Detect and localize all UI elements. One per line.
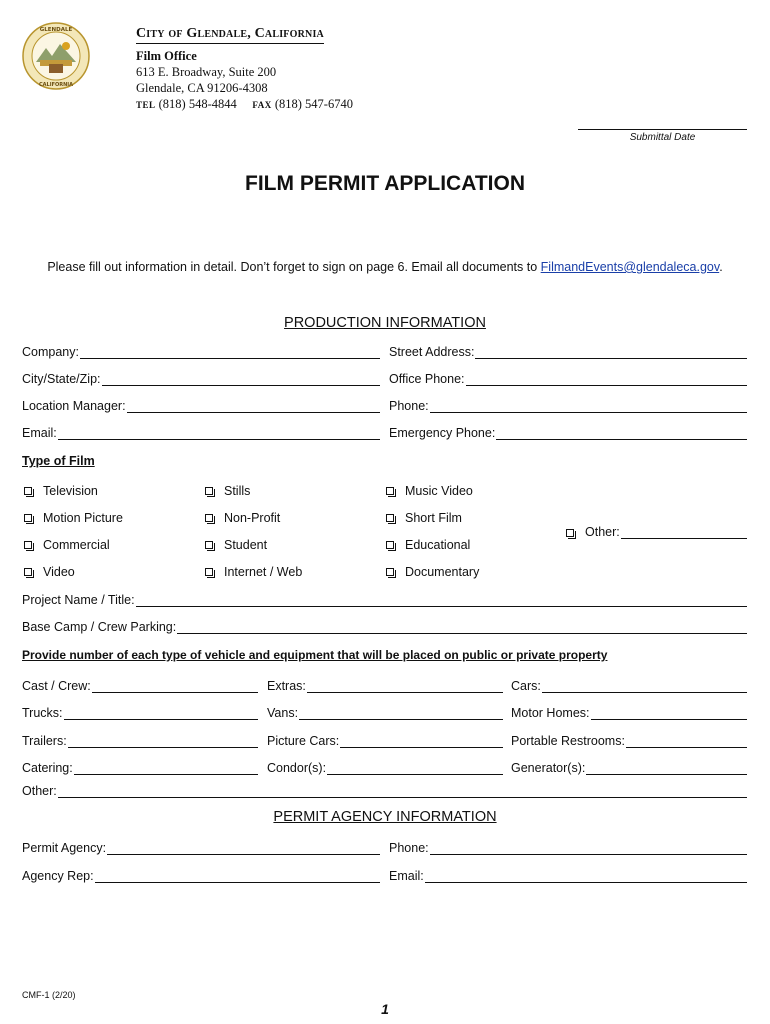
phone-input[interactable] xyxy=(430,401,747,413)
street-address-field[interactable] xyxy=(389,345,747,359)
checkbox-label: Stills xyxy=(224,484,251,498)
checkbox-short-film[interactable] xyxy=(386,511,462,525)
office-name: Film Office xyxy=(136,49,197,63)
checkbox-icon[interactable] xyxy=(205,487,213,495)
vehicle-label: Cars: xyxy=(511,679,541,693)
vehicles-other-field[interactable] xyxy=(22,784,747,798)
permit-agency-input[interactable] xyxy=(107,843,380,855)
emergency-phone-field[interactable] xyxy=(389,426,747,440)
type-of-film-heading: Type of Film xyxy=(22,454,95,468)
instructions-text: Please fill out information in detail. Don’t forget to sign on page 6. Email all documents to xyxy=(47,260,541,274)
checkbox-icon[interactable] xyxy=(386,568,394,576)
checkbox-other[interactable] xyxy=(566,525,747,539)
submittal-date-field[interactable] xyxy=(578,129,747,130)
checkbox-label: Educational xyxy=(405,538,471,552)
emergency-phone-label: Emergency Phone: xyxy=(389,426,496,440)
location-manager-field[interactable] xyxy=(22,399,380,413)
city-title: City of Glendale, California xyxy=(136,26,324,44)
tel-label: TEL xyxy=(136,100,156,110)
vehicle-input[interactable] xyxy=(591,708,748,720)
email-link[interactable]: FilmandEvents@glendaleca.gov xyxy=(540,260,720,274)
vehicle-input[interactable] xyxy=(340,736,503,748)
vehicle-label: Generator(s): xyxy=(511,761,586,775)
vehicle-input[interactable] xyxy=(307,681,503,693)
agency-rep-field[interactable] xyxy=(22,869,380,883)
vehicle-input[interactable] xyxy=(74,763,258,775)
checkbox-icon[interactable] xyxy=(205,568,213,576)
company-field[interactable] xyxy=(22,345,380,359)
street-input[interactable] xyxy=(475,347,747,359)
agency-email-input[interactable] xyxy=(425,871,747,883)
cast-crew-field[interactable] xyxy=(22,679,258,693)
checkbox-label: Music Video xyxy=(405,484,473,498)
agency-rep-input[interactable] xyxy=(95,871,380,883)
checkbox-educational[interactable] xyxy=(386,538,470,552)
vehicle-input[interactable] xyxy=(68,736,258,748)
vehicle-input[interactable] xyxy=(92,681,258,693)
permit-agency-field[interactable] xyxy=(22,841,380,855)
project-name-field[interactable] xyxy=(22,593,747,607)
emergency-phone-input[interactable] xyxy=(496,428,747,440)
vehicles-heading: Provide number of each type of vehicle and equipment that will be placed on public or private property xyxy=(22,648,608,662)
office-contact-line xyxy=(136,97,353,112)
portable-restrooms-field[interactable] xyxy=(511,734,747,748)
city-state-zip-field[interactable] xyxy=(22,372,380,386)
email-label: Email: xyxy=(22,426,57,440)
city-label: City/State/Zip: xyxy=(22,372,101,386)
checkbox-video[interactable] xyxy=(24,565,75,579)
agency-rep-label: Agency Rep: xyxy=(22,869,94,883)
vans-field[interactable] xyxy=(267,706,503,720)
page-number: 1 xyxy=(381,1001,389,1017)
vehicle-label: Trucks: xyxy=(22,706,63,720)
production-heading: PRODUCTION INFORMATION xyxy=(284,315,486,331)
email-field[interactable] xyxy=(22,426,380,440)
checkbox-student[interactable] xyxy=(205,538,267,552)
fax-label: FAX xyxy=(252,100,272,110)
checkbox-icon[interactable] xyxy=(205,541,213,549)
motor-homes-field[interactable] xyxy=(511,706,747,720)
agency-heading: PERMIT AGENCY INFORMATION xyxy=(273,809,497,825)
vehicle-input[interactable] xyxy=(64,708,258,720)
checkbox-commercial[interactable] xyxy=(24,538,110,552)
submittal-date-label: Submittal Date xyxy=(629,132,696,143)
company-label: Company: xyxy=(22,345,79,359)
vehicles-other-input[interactable] xyxy=(58,786,747,798)
project-name-input[interactable] xyxy=(136,595,747,607)
vehicles-other-label: Other: xyxy=(22,784,57,798)
vehicle-label: Trailers: xyxy=(22,734,67,748)
picture-cars-field[interactable] xyxy=(267,734,503,748)
checkbox-label: Commercial xyxy=(43,538,110,552)
extras-field[interactable] xyxy=(267,679,503,693)
checkbox-label: Student xyxy=(224,538,268,552)
checkbox-label: Internet / Web xyxy=(224,565,303,579)
office-phone-field[interactable] xyxy=(389,372,747,386)
checkbox-motion-picture[interactable] xyxy=(24,511,123,525)
condors-field[interactable] xyxy=(267,761,503,775)
other-film-input[interactable] xyxy=(621,527,747,539)
checkbox-non-profit[interactable] xyxy=(205,511,280,525)
form-code: CMF-1 (2/20) xyxy=(22,990,76,1000)
generators-field[interactable] xyxy=(511,761,747,775)
vehicle-input[interactable] xyxy=(542,681,747,693)
permit-agency-label: Permit Agency: xyxy=(22,841,107,855)
phone-label: Phone: xyxy=(389,399,429,413)
checkbox-label: Television xyxy=(43,484,98,498)
checkbox-internet-web[interactable] xyxy=(205,565,302,579)
checkbox-icon[interactable] xyxy=(386,541,394,549)
base-camp-label: Base Camp / Crew Parking: xyxy=(22,620,177,634)
street-label: Street Address: xyxy=(389,345,475,359)
office-phone-label: Office Phone: xyxy=(389,372,465,386)
vehicle-input[interactable] xyxy=(299,708,503,720)
office-address-line1: 613 E. Broadway, Suite 200 xyxy=(136,65,277,79)
other-film-label: Other: xyxy=(585,525,620,539)
instructions-end: . xyxy=(719,260,723,274)
cars-field[interactable] xyxy=(511,679,747,693)
office-address-line2: Glendale, CA 91206-4308 xyxy=(136,81,268,95)
agency-phone-label: Phone: xyxy=(389,841,429,855)
trucks-field[interactable] xyxy=(22,706,258,720)
tel-value: (818) 548-4844 xyxy=(158,97,237,111)
instructions xyxy=(0,260,770,274)
checkbox-label: Non-Profit xyxy=(224,511,281,525)
city-input[interactable] xyxy=(102,374,381,386)
checkbox-label: Short Film xyxy=(405,511,462,525)
vehicle-label: Catering: xyxy=(22,761,73,775)
city-seal-logo xyxy=(22,22,90,90)
project-name-label: Project Name / Title: xyxy=(22,593,135,607)
location-manager-label: Location Manager: xyxy=(22,399,126,413)
location-manager-input[interactable] xyxy=(127,401,380,413)
company-input[interactable] xyxy=(80,347,380,359)
agency-phone-input[interactable] xyxy=(430,843,747,855)
checkbox-music-video[interactable] xyxy=(386,484,473,498)
svg-text:CALIFORNIA: CALIFORNIA xyxy=(38,82,74,88)
vehicle-label: Condor(s): xyxy=(267,761,327,775)
checkbox-television[interactable] xyxy=(24,484,98,498)
base-camp-input[interactable] xyxy=(177,622,747,634)
checkbox-icon[interactable] xyxy=(386,514,394,522)
vehicle-label: Cast / Crew: xyxy=(22,679,91,693)
vehicle-input[interactable] xyxy=(327,763,503,775)
checkbox-stills[interactable] xyxy=(205,484,250,498)
checkbox-icon[interactable] xyxy=(24,487,32,495)
trailers-field[interactable] xyxy=(22,734,258,748)
vehicle-input[interactable] xyxy=(626,736,747,748)
phone-field[interactable] xyxy=(389,399,747,413)
svg-text:GLENDALE: GLENDALE xyxy=(39,27,73,33)
checkbox-icon[interactable] xyxy=(24,514,32,522)
agency-email-field[interactable] xyxy=(389,869,747,883)
checkbox-label: Documentary xyxy=(405,565,480,579)
email-input[interactable] xyxy=(58,428,380,440)
checkbox-icon[interactable] xyxy=(24,568,32,576)
checkbox-documentary[interactable] xyxy=(386,565,479,579)
vehicle-label: Motor Homes: xyxy=(511,706,590,720)
agency-email-label: Email: xyxy=(389,869,424,883)
vehicle-input[interactable] xyxy=(586,763,747,775)
checkbox-label: Video xyxy=(43,565,75,579)
vehicle-label: Picture Cars: xyxy=(267,734,340,748)
fax-value: (818) 547-6740 xyxy=(274,97,353,111)
base-camp-field[interactable] xyxy=(22,620,747,634)
catering-field[interactable] xyxy=(22,761,258,775)
agency-phone-field[interactable] xyxy=(389,841,747,855)
checkbox-icon[interactable] xyxy=(205,514,213,522)
vehicle-label: Extras: xyxy=(267,679,306,693)
vehicle-label: Vans: xyxy=(267,706,299,720)
checkbox-icon[interactable] xyxy=(566,529,574,537)
office-phone-input[interactable] xyxy=(466,374,747,386)
checkbox-label: Motion Picture xyxy=(43,511,123,525)
checkbox-icon[interactable] xyxy=(24,541,32,549)
checkbox-icon[interactable] xyxy=(386,487,394,495)
vehicle-label: Portable Restrooms: xyxy=(511,734,625,748)
page-title: FILM PERMIT APPLICATION xyxy=(245,172,525,195)
